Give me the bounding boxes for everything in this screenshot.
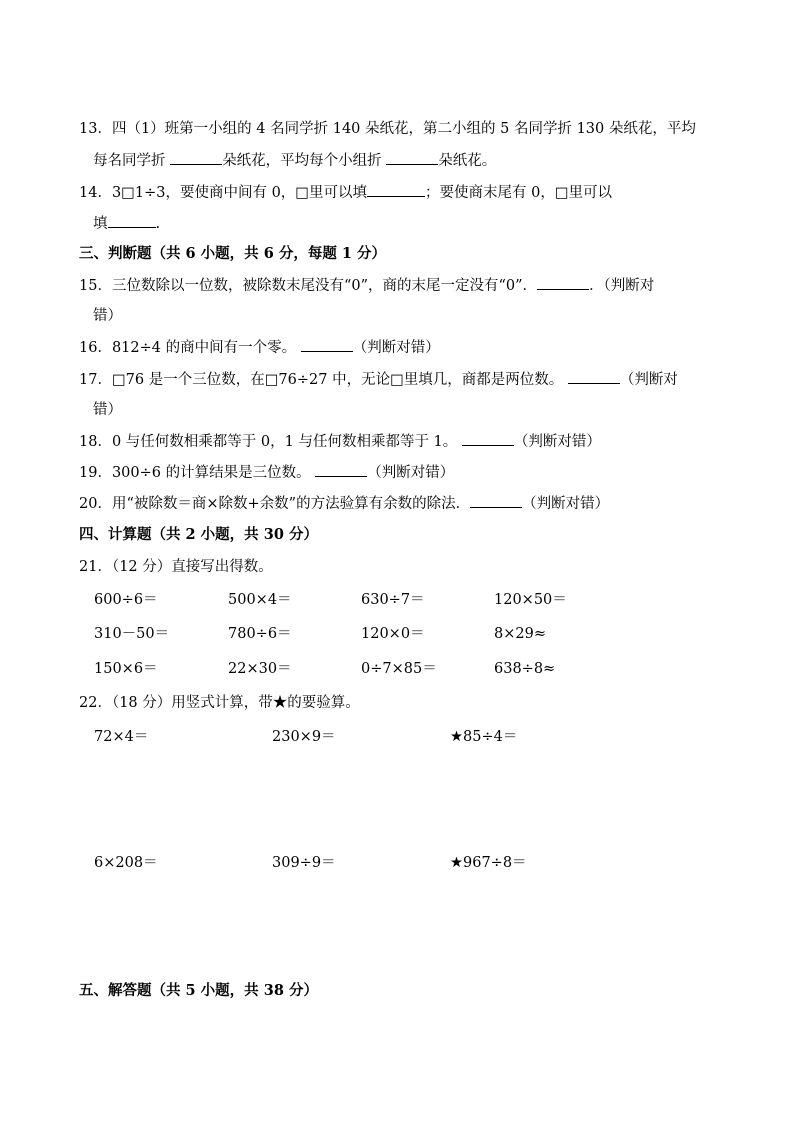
- q18-blank-answer[interactable]: [462, 431, 514, 446]
- q22-item: 230×9＝: [272, 729, 336, 745]
- q20-text-a: 20．用“被除数＝商×除数+余数”的方法验算有余数的除法．: [79, 496, 471, 512]
- q20-text-b: （判断对错）: [522, 496, 610, 512]
- q18-text-b: （判断对错）: [513, 434, 601, 450]
- question-15-line-1: [79, 275, 654, 296]
- q22-item: ★967÷8＝: [450, 855, 527, 871]
- q21-item: 310－50＝: [94, 626, 170, 642]
- q21-item: 8×29≈: [494, 626, 546, 642]
- q14-blank-middle-zero[interactable]: [367, 182, 425, 197]
- q21-item: 780÷6＝: [228, 626, 292, 642]
- q14-text-1a: 14．3□1÷3，要使商中间有 0，□里可以填: [79, 185, 368, 201]
- q21-item: 600÷6＝: [94, 592, 158, 608]
- q17-text-a: 17．□76 是一个三位数，在□76÷27 中，无论□里填几，商都是两位数。: [79, 372, 568, 388]
- question-17-line-2: 错）: [93, 402, 122, 418]
- q14-text-2b: .: [155, 216, 161, 232]
- q21-item: 150×6＝: [94, 661, 158, 677]
- q13-text-2a: 每名同学折: [93, 153, 171, 169]
- q16-text-b: （判断对错）: [352, 340, 440, 356]
- q21-item: 630÷7＝: [361, 592, 425, 608]
- q15-text-1a: 15．三位数除以一位数，被除数末尾没有“0”，商的末尾一定没有“0”．: [79, 278, 538, 294]
- q21-item: 638÷8≈: [494, 661, 556, 677]
- q22-item: 72×4＝: [94, 729, 149, 745]
- q14-text-1b: ；要使商末尾有 0，□里可以: [425, 185, 613, 201]
- q21-item: 120×50＝: [494, 592, 567, 608]
- q21-item: 22×30＝: [228, 661, 292, 677]
- q14-blank-end-zero[interactable]: [108, 213, 156, 228]
- question-14-line-1: [79, 182, 612, 203]
- question-20: [79, 493, 609, 514]
- q16-blank-answer[interactable]: [301, 337, 353, 352]
- q15-text-1b: ．（判断对: [589, 278, 655, 294]
- section-4-title: 四、计算题（共 2 小题，共 30 分）: [79, 526, 318, 543]
- q13-text-1: 13．四（1）班第一小组的 4 名同学折 140 朵纸花，第二小组的 5 名同学折 130 朵纸花，平均: [79, 121, 696, 137]
- q17-blank-answer[interactable]: [568, 369, 620, 384]
- q19-text-b: （判断对错）: [367, 465, 455, 481]
- q13-text-2b: 朵纸花，平均每个小组折: [222, 153, 387, 169]
- q22-item: 309÷9＝: [272, 855, 336, 871]
- question-22-title: 22．（18 分）用竖式计算，带★的要验算。: [79, 695, 360, 711]
- question-17-line-1: [79, 369, 678, 390]
- q21-item: 500×4＝: [228, 592, 292, 608]
- question-16: [79, 337, 440, 358]
- question-15-line-2: 错）: [93, 308, 122, 324]
- q13-blank-per-student[interactable]: [170, 150, 222, 165]
- q21-item: 0÷7×85＝: [361, 661, 437, 677]
- q18-text-a: 18．0 与任何数相乘都等于 0，1 与任何数相乘都等于 1。: [79, 434, 462, 450]
- q13-blank-per-group[interactable]: [386, 150, 438, 165]
- q20-blank-answer[interactable]: [470, 493, 522, 508]
- section-5-title: 五、解答题（共 5 小题，共 38 分）: [79, 982, 318, 999]
- question-13-line-1: [79, 119, 696, 139]
- q19-text-a: 19．300÷6 的计算结果是三位数。: [79, 465, 316, 481]
- q16-text-a: 16．812÷4 的商中间有一个零。: [79, 340, 301, 356]
- q14-text-2a: 填: [93, 216, 108, 232]
- q17-text-b: （判断对: [619, 372, 678, 388]
- question-18: [79, 431, 601, 452]
- q22-item: ★85÷4＝: [450, 729, 518, 745]
- q21-item: 120×0＝: [361, 626, 425, 642]
- question-21-title: 21．（12 分）直接写出得数。: [79, 559, 273, 575]
- q19-blank-answer[interactable]: [315, 462, 367, 477]
- q15-blank-answer[interactable]: [537, 275, 589, 290]
- q13-text-2c: 朵纸花。: [438, 153, 497, 169]
- question-14-line-2: [93, 213, 160, 234]
- q22-item: 6×208＝: [94, 855, 158, 871]
- question-13-line-2: [93, 150, 496, 171]
- question-19: [79, 462, 454, 483]
- section-3-title: 三、判断题（共 6 小题，共 6 分，每题 1 分）: [79, 245, 387, 262]
